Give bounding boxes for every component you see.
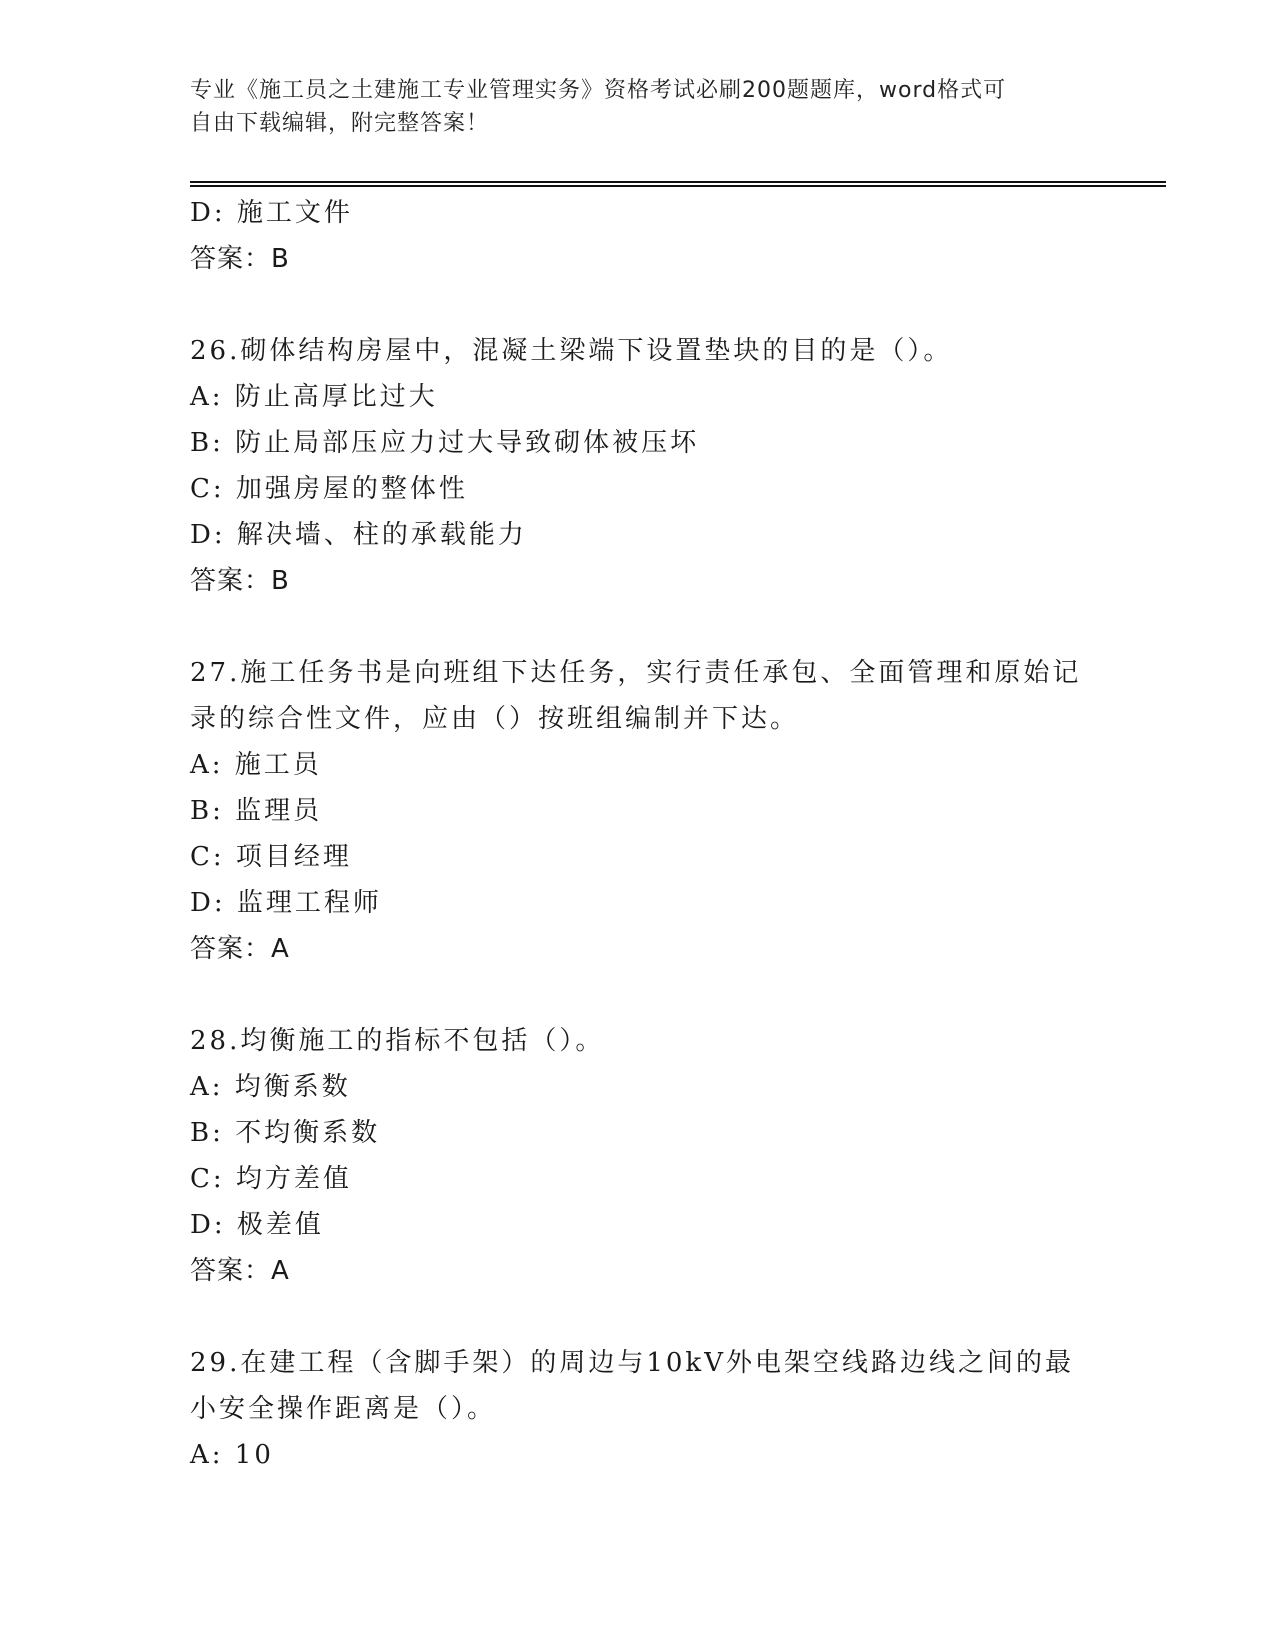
answer-line: 答案：B — [190, 244, 290, 274]
question-stem-continued: 录的综合性文件，应由（）按班组编制并下达。 — [190, 704, 800, 734]
question-block — [190, 328, 1090, 604]
option-a: A: 防止高厚比过大 — [190, 382, 438, 412]
answer-line: 答案：A — [190, 934, 290, 964]
option-c: C: 加强房屋的整体性 — [190, 474, 468, 504]
spacer — [190, 1294, 1090, 1340]
page-header — [190, 74, 1090, 140]
question-block — [190, 1018, 1090, 1294]
option-b: B: 不均衡系数 — [190, 1118, 381, 1148]
option-d: D: 极差值 — [190, 1210, 324, 1240]
option-b: B: 防止局部压应力过大导致砌体被压坏 — [190, 428, 700, 458]
question-stem: 27.施工任务书是向班组下达任务，实行责任承包、全面管理和原始记 — [190, 658, 1082, 688]
question-list — [190, 190, 1090, 1478]
spacer — [190, 972, 1090, 1018]
question-stem: 28.均衡施工的指标不包括（）。 — [190, 1026, 605, 1056]
option-d: D: 解决墙、柱的承载能力 — [190, 520, 527, 550]
header-line-1: 专业《施工员之土建施工专业管理实务》资格考试必刷200题题库，word格式可 — [190, 78, 1007, 103]
option-a: A: 均衡系数 — [190, 1072, 351, 1102]
question-stem-continued: 小安全操作距离是（）。 — [190, 1394, 497, 1424]
answer-line: 答案：B — [190, 566, 290, 596]
option-c: C: 均方差值 — [190, 1164, 352, 1194]
option-a: A: 10 — [190, 1440, 274, 1470]
spacer — [190, 604, 1090, 650]
option-d: D: 施工文件 — [190, 198, 353, 228]
question-block — [190, 1340, 1090, 1478]
question-block — [190, 650, 1090, 972]
answer-line: 答案：A — [190, 1256, 290, 1286]
question-stem: 29.在建工程（含脚手架）的周边与10kV外电架空线路边线之间的最 — [190, 1348, 1074, 1378]
option-b: B: 监理员 — [190, 796, 323, 826]
option-c: C: 项目经理 — [190, 842, 352, 872]
option-a: A: 施工员 — [190, 750, 322, 780]
header-line-2: 自由下载编辑，附完整答案！ — [190, 111, 490, 136]
question-stem: 26.砌体结构房屋中，混凝土梁端下设置垫块的目的是（）。 — [190, 336, 953, 366]
header-divider — [190, 181, 1166, 187]
option-d: D: 监理工程师 — [190, 888, 382, 918]
spacer — [190, 282, 1090, 328]
